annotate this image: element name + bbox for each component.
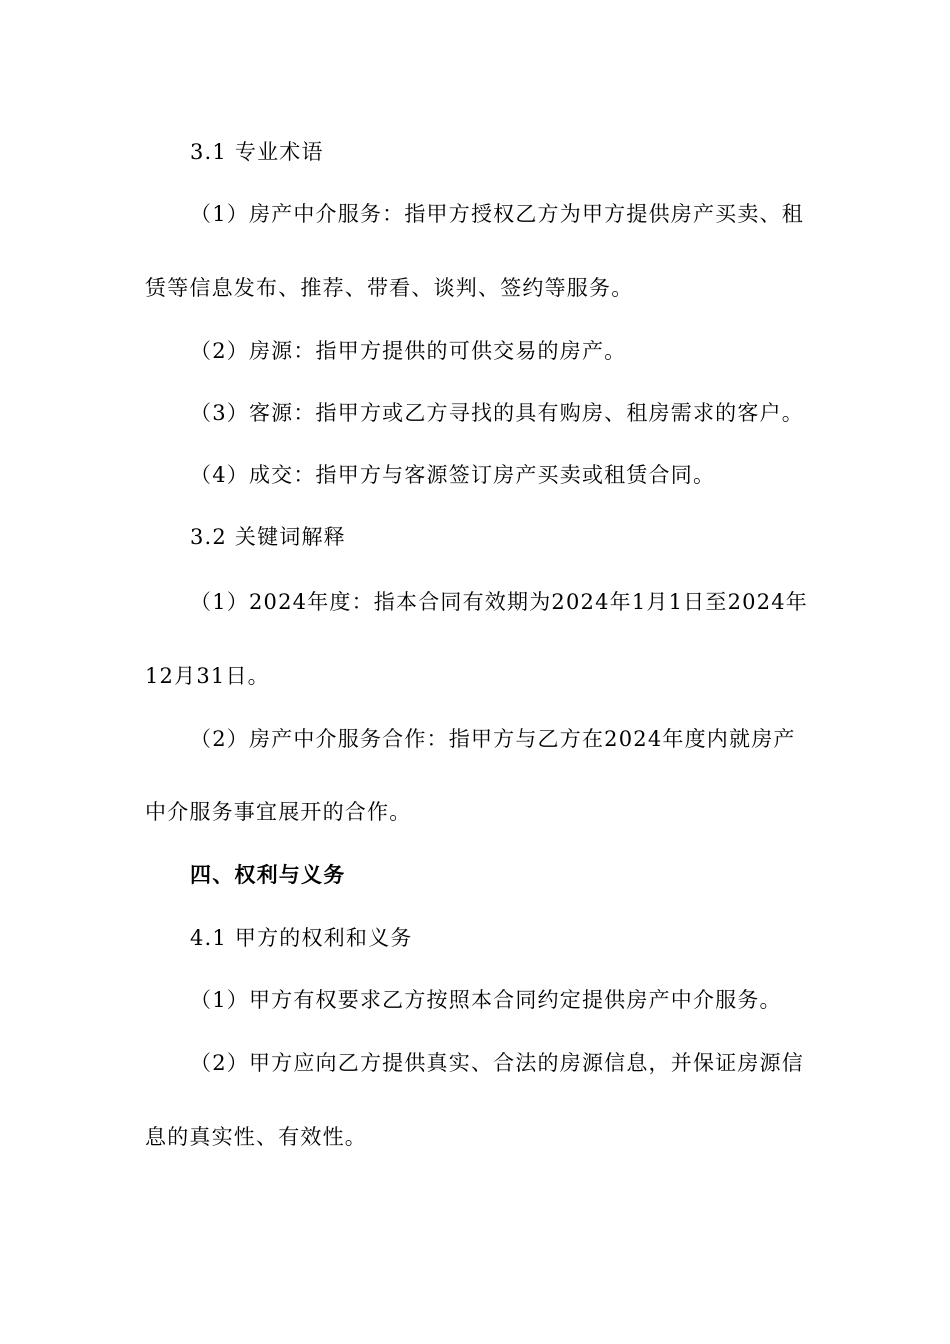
paragraph-line: （1）房产中介服务：指甲方授权乙方为甲方提供房产买卖、租 xyxy=(190,202,804,226)
subsection-heading-3-2: 3.2 关键词解释 xyxy=(190,525,346,549)
paragraph-line: （1）2024年度：指本合同有效期为2024年1月1日至2024年 xyxy=(190,590,809,614)
subsection-heading-4-1: 4.1 甲方的权利和义务 xyxy=(190,926,413,950)
paragraph-line: 息的真实性、有效性。 xyxy=(145,1125,367,1149)
paragraph-line: （2）甲方应向乙方提供真实、合法的房源信息，并保证房源信 xyxy=(190,1051,804,1075)
paragraph-line: （3）客源：指甲方或乙方寻找的具有购房、租房需求的客户。 xyxy=(190,401,804,425)
paragraph-line: （1）甲方有权要求乙方按照本合同约定提供房产中介服务。 xyxy=(190,988,782,1012)
paragraph-line: （2）房源：指甲方提供的可供交易的房产。 xyxy=(190,339,627,363)
section-heading-4: 四、权利与义务 xyxy=(190,862,346,887)
paragraph-line: （4）成交：指甲方与客源签订房产买卖或租赁合同。 xyxy=(190,463,716,487)
subsection-heading-3-1: 3.1 专业术语 xyxy=(190,140,324,164)
paragraph-line: 赁等信息发布、推荐、带看、谈判、签约等服务。 xyxy=(145,276,634,300)
paragraph-line: 12月31日。 xyxy=(145,664,270,688)
paragraph-line: （2）房产中介服务合作：指甲方与乙方在2024年度内就房产 xyxy=(190,727,796,751)
paragraph-line: 中介服务事宜展开的合作。 xyxy=(145,800,412,824)
